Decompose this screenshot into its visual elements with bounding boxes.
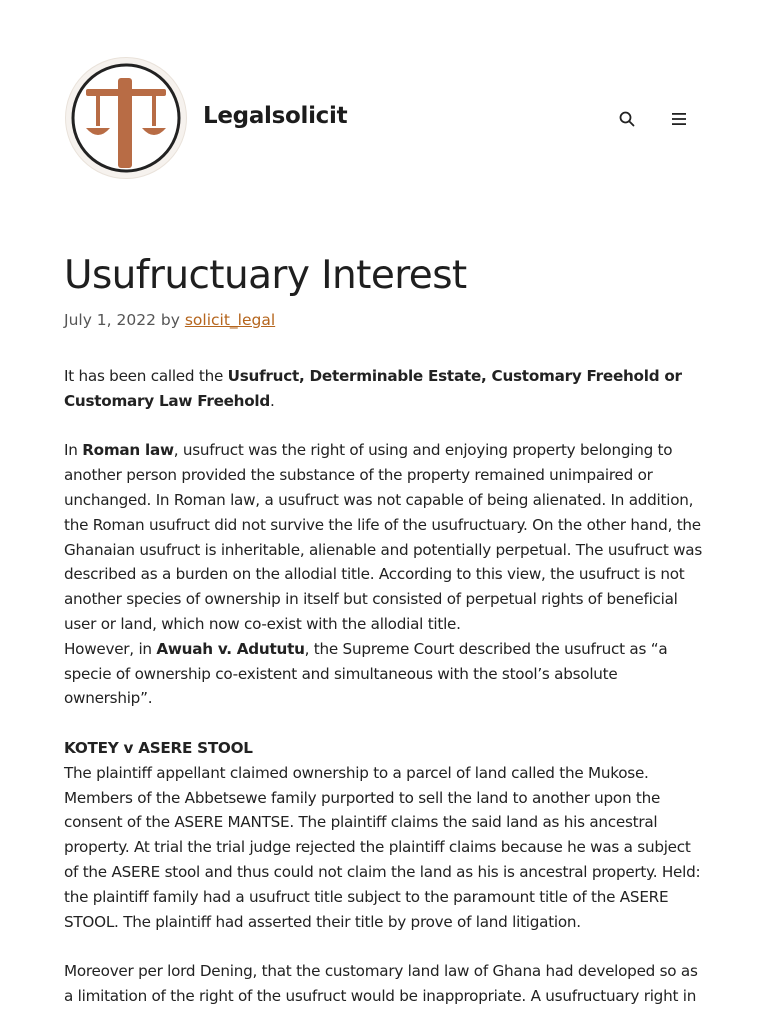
paragraph-roman-law [64,438,709,636]
case-heading [64,736,709,761]
site-title[interactable]: Legalsolicit [203,103,348,129]
paragraph-awuah [64,637,709,711]
paragraph-kotey: The plaintiff appellant claimed ownership to a parcel of land called the Mukose. Members of the Abbetsewe family purported to sell the land to another upon the consent of the ASERE MANTSE. The plaintiff claims the said land as his ancestral property. At trial the trial judge rejected the plaintiff claims because he was a subject of the ASERE stool and thus could not claim the land as his is ancestral property. Held: the plaintiff family had a usufruct title subject to the paramount title of the ASERE STOOL. The plaintiff had asserted their title by prove of land litigation. [64,763,701,931]
paragraph-bold-text: Usufruct, Determinable Estate, Customary Freehold or Customary Law Freehold [64,367,682,410]
entry-content [64,364,709,1009]
site-header [0,0,768,240]
paragraph-intro [64,364,709,414]
author-link[interactable]: solicit_legal [184,311,276,329]
paragraph-text: It has been called the [64,367,228,385]
by-label: by [160,311,180,329]
entry-meta [64,308,709,332]
paragraph-text: However, in [64,639,157,658]
paragraph-text: In [64,441,83,460]
post-date: July 1, 2022 [64,311,156,329]
paragraph-dening: Moreover per lord Dening, that the customary land law of Ghana had developed so as a limitation of the right of the usufruct would be inappropriate. A usufructuary right in [64,962,698,1005]
search-icon [619,111,635,127]
article-title: Usufructuary Interest [64,253,467,298]
scales-of-justice-icon [66,58,186,178]
site-logo[interactable] [66,58,186,178]
case-heading-text: KOTEY v ASERE STOOL [64,738,253,757]
paragraph-text: . [270,391,275,410]
paragraph-bold-text: Roman law [82,441,174,460]
paragraph-text: , usufruct was the right of using and enjoying property belonging to another person provided the substance of the property remained unimpaired or unchanged. In Roman law, a usufruct was not capable of being alienated. In addition, the Roman usufruct did not survive the life of the usufructuary. On the other hand, the Ghanaian usufruct is inheritable, alienable and potentially perpetual. The usufruct was described as a burden on the allodial title. According to this view, the usufruct is not another species of ownership in itself but consisted of perpetual rights of beneficial user or land, which now co-exist with the allodial title. [64,441,702,633]
paragraph-bold-text: Awuah v. Adututu [156,639,305,658]
article [64,250,709,1024]
paragraph-text: , the Supreme Court described the usufruct as “a specie of ownership co-existent and simultaneous with the stool’s absolute ownership”. [64,639,668,708]
search-button[interactable] [612,104,642,134]
menu-button[interactable] [664,104,694,134]
hamburger-menu-icon [671,112,687,126]
